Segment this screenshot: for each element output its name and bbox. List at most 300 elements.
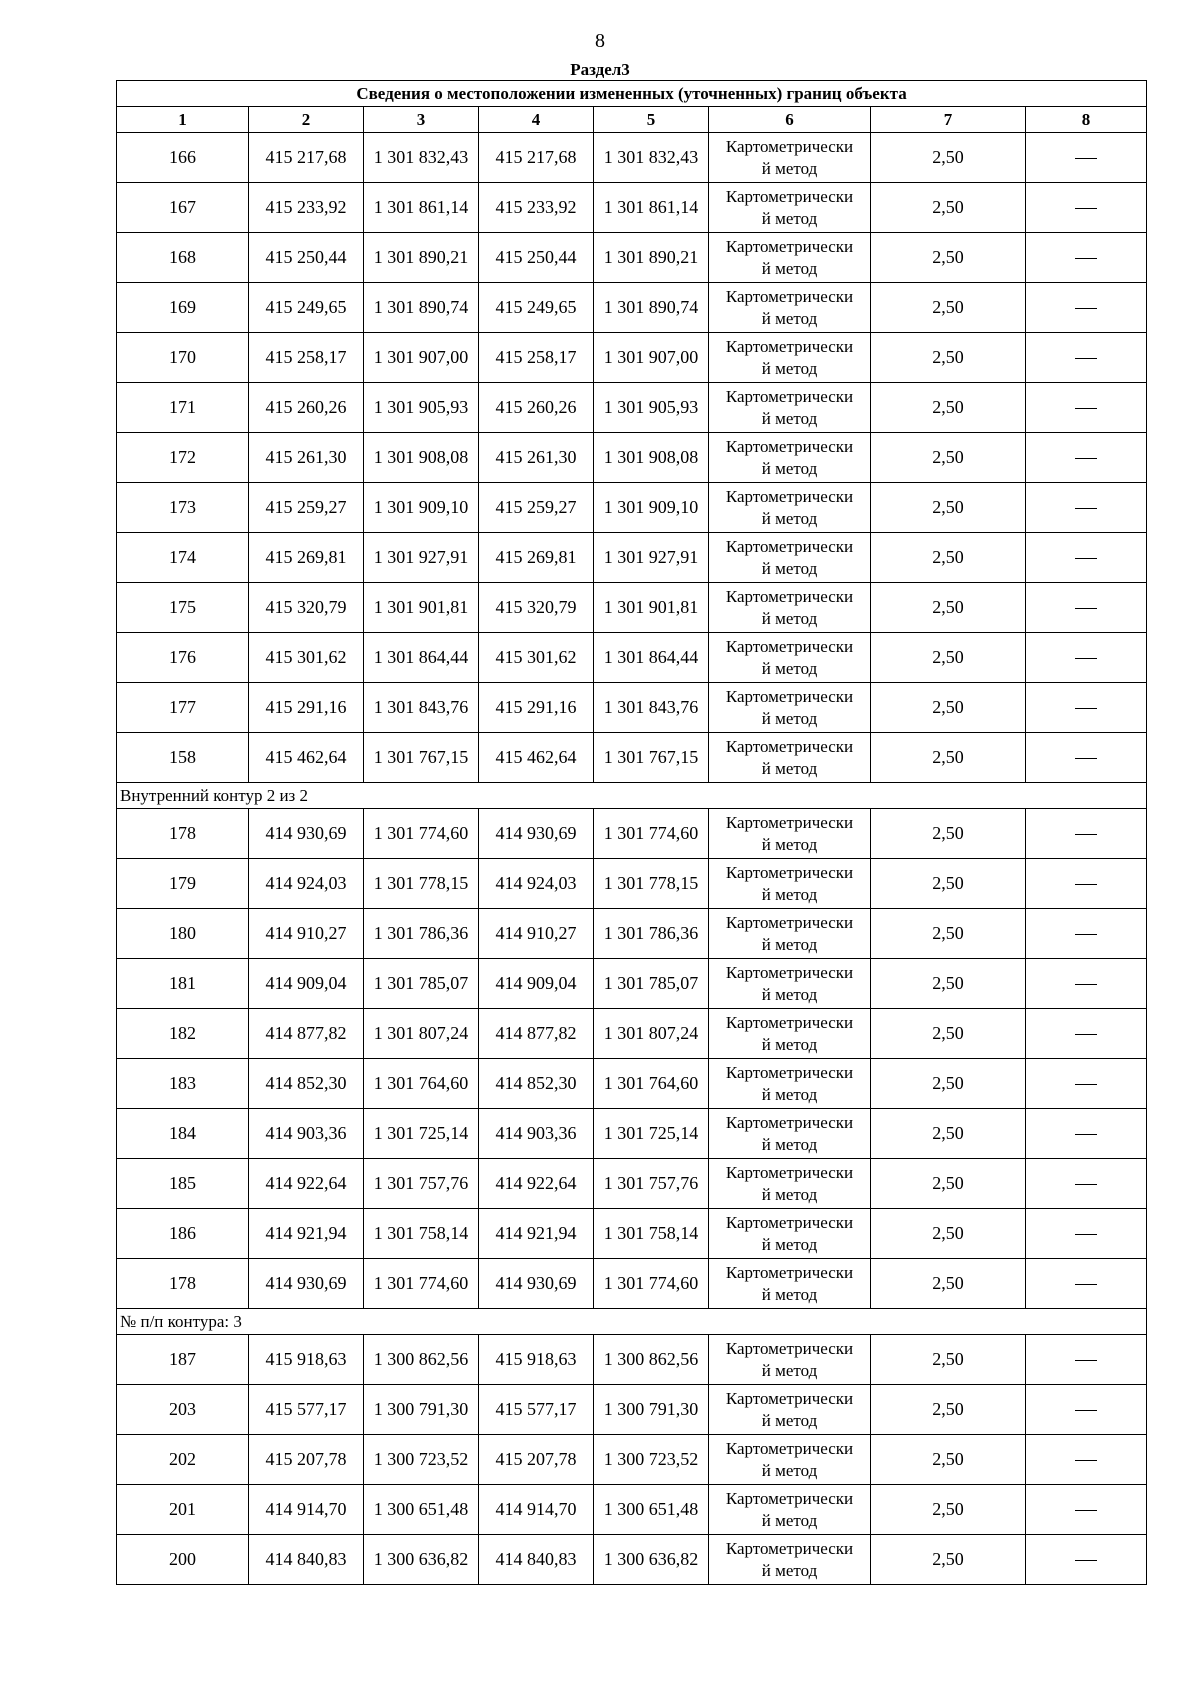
point-number: 180 bbox=[117, 909, 249, 959]
method-line-1: Картометрически bbox=[725, 386, 854, 406]
coord-y-existing: 1 301 843,76 bbox=[364, 683, 479, 733]
coord-y-new: 1 300 636,82 bbox=[594, 1535, 709, 1585]
empty-cell bbox=[1026, 233, 1147, 283]
coord-y-new: 1 301 757,76 bbox=[594, 1159, 709, 1209]
method-line-2: й метод bbox=[761, 158, 818, 178]
method-line-2: й метод bbox=[761, 508, 818, 528]
method-cell bbox=[709, 1259, 871, 1309]
method-line-2: й метод bbox=[761, 1284, 818, 1304]
empty-cell bbox=[1026, 1535, 1147, 1585]
coord-x-new: 415 250,44 bbox=[479, 233, 594, 283]
dash-mark bbox=[1075, 558, 1097, 559]
coord-x-existing: 414 910,27 bbox=[249, 909, 364, 959]
method-line-1: Картометрически bbox=[725, 436, 854, 456]
coord-x-existing: 414 840,83 bbox=[249, 1535, 364, 1585]
method-cell bbox=[709, 383, 871, 433]
coord-x-new: 414 914,70 bbox=[479, 1485, 594, 1535]
table-row bbox=[117, 383, 1147, 433]
method-line-1: Картометрически bbox=[725, 862, 854, 882]
point-number: 170 bbox=[117, 333, 249, 383]
coord-x-existing: 415 259,27 bbox=[249, 483, 364, 533]
coord-x-existing: 415 217,68 bbox=[249, 133, 364, 183]
coord-x-existing: 414 909,04 bbox=[249, 959, 364, 1009]
method-line-2: й метод bbox=[761, 1184, 818, 1204]
method-cell bbox=[709, 1159, 871, 1209]
coord-x-existing: 414 922,64 bbox=[249, 1159, 364, 1209]
accuracy-value: 2,50 bbox=[871, 583, 1026, 633]
table-row bbox=[117, 683, 1147, 733]
dash-mark bbox=[1075, 608, 1097, 609]
coord-y-new: 1 301 908,08 bbox=[594, 433, 709, 483]
table-row bbox=[117, 333, 1147, 383]
table-row bbox=[117, 1009, 1147, 1059]
coord-x-new: 415 577,17 bbox=[479, 1385, 594, 1435]
method-line-1: Картометрически bbox=[725, 1388, 854, 1408]
method-line-1: Картометрически bbox=[725, 1062, 854, 1082]
column-header: 6 bbox=[709, 107, 871, 133]
method-line-1: Картометрически bbox=[725, 1112, 854, 1132]
coord-x-new: 415 233,92 bbox=[479, 183, 594, 233]
coord-y-new: 1 301 890,21 bbox=[594, 233, 709, 283]
coord-x-existing: 415 301,62 bbox=[249, 633, 364, 683]
empty-cell bbox=[1026, 1059, 1147, 1109]
point-number: 178 bbox=[117, 809, 249, 859]
dash-mark bbox=[1075, 308, 1097, 309]
method-line-1: Картометрически bbox=[725, 962, 854, 982]
dash-mark bbox=[1075, 1560, 1097, 1561]
coord-x-new: 415 261,30 bbox=[479, 433, 594, 483]
coord-y-new: 1 301 832,43 bbox=[594, 133, 709, 183]
coord-x-existing: 414 877,82 bbox=[249, 1009, 364, 1059]
method-cell bbox=[709, 959, 871, 1009]
method-line-1: Картометрически bbox=[725, 1338, 854, 1358]
accuracy-value: 2,50 bbox=[871, 683, 1026, 733]
point-number: 200 bbox=[117, 1535, 249, 1585]
empty-cell bbox=[1026, 1259, 1147, 1309]
table-row bbox=[117, 633, 1147, 683]
method-line-1: Картометрически bbox=[725, 136, 854, 156]
coord-x-existing: 415 233,92 bbox=[249, 183, 364, 233]
method-cell bbox=[709, 1435, 871, 1485]
method-line-2: й метод bbox=[761, 1084, 818, 1104]
method-cell bbox=[709, 1209, 871, 1259]
point-number: 175 bbox=[117, 583, 249, 633]
coord-x-new: 415 291,16 bbox=[479, 683, 594, 733]
table-row bbox=[117, 1209, 1147, 1259]
column-header: 4 bbox=[479, 107, 594, 133]
method-line-2: й метод bbox=[761, 258, 818, 278]
accuracy-value: 2,50 bbox=[871, 533, 1026, 583]
dash-mark bbox=[1075, 1184, 1097, 1185]
empty-cell bbox=[1026, 133, 1147, 183]
dash-mark bbox=[1075, 1034, 1097, 1035]
table-row bbox=[117, 283, 1147, 333]
method-cell bbox=[709, 483, 871, 533]
coord-x-existing: 415 320,79 bbox=[249, 583, 364, 633]
accuracy-value: 2,50 bbox=[871, 633, 1026, 683]
empty-cell bbox=[1026, 1435, 1147, 1485]
empty-cell bbox=[1026, 333, 1147, 383]
table-row bbox=[117, 1535, 1147, 1585]
coord-y-new: 1 301 764,60 bbox=[594, 1059, 709, 1109]
accuracy-value: 2,50 bbox=[871, 483, 1026, 533]
empty-cell bbox=[1026, 1209, 1147, 1259]
table-row bbox=[117, 909, 1147, 959]
point-number: 182 bbox=[117, 1009, 249, 1059]
accuracy-value: 2,50 bbox=[871, 1485, 1026, 1535]
coord-y-new: 1 301 786,36 bbox=[594, 909, 709, 959]
method-cell bbox=[709, 333, 871, 383]
dash-mark bbox=[1075, 1410, 1097, 1411]
point-number: 172 bbox=[117, 433, 249, 483]
coord-x-new: 415 249,65 bbox=[479, 283, 594, 333]
point-number: 183 bbox=[117, 1059, 249, 1109]
coord-y-existing: 1 301 890,21 bbox=[364, 233, 479, 283]
dash-mark bbox=[1075, 508, 1097, 509]
accuracy-value: 2,50 bbox=[871, 283, 1026, 333]
coord-y-new: 1 301 843,76 bbox=[594, 683, 709, 733]
section-title: Раздел3 bbox=[570, 60, 630, 79]
point-number: 187 bbox=[117, 1335, 249, 1385]
column-header: 2 bbox=[249, 107, 364, 133]
point-number: 203 bbox=[117, 1385, 249, 1435]
coord-y-existing: 1 301 905,93 bbox=[364, 383, 479, 433]
section-row bbox=[117, 1309, 1147, 1335]
point-number: 167 bbox=[117, 183, 249, 233]
method-line-2: й метод bbox=[761, 608, 818, 628]
coord-x-existing: 415 462,64 bbox=[249, 733, 364, 783]
method-line-1: Картометрически bbox=[725, 912, 854, 932]
coord-y-existing: 1 301 778,15 bbox=[364, 859, 479, 909]
method-cell bbox=[709, 533, 871, 583]
coord-y-existing: 1 301 901,81 bbox=[364, 583, 479, 633]
coord-x-new: 414 903,36 bbox=[479, 1109, 594, 1159]
coord-x-existing: 414 903,36 bbox=[249, 1109, 364, 1159]
method-cell bbox=[709, 809, 871, 859]
method-line-2: й метод bbox=[761, 1034, 818, 1054]
coord-y-new: 1 301 778,15 bbox=[594, 859, 709, 909]
coord-x-new: 415 258,17 bbox=[479, 333, 594, 383]
coord-x-existing: 415 250,44 bbox=[249, 233, 364, 283]
coord-x-new: 414 877,82 bbox=[479, 1009, 594, 1059]
method-cell bbox=[709, 433, 871, 483]
method-line-2: й метод bbox=[761, 1510, 818, 1530]
coord-y-new: 1 301 767,15 bbox=[594, 733, 709, 783]
coord-x-existing: 414 930,69 bbox=[249, 809, 364, 859]
method-cell bbox=[709, 1009, 871, 1059]
method-line-1: Картометрически bbox=[725, 686, 854, 706]
method-cell bbox=[709, 183, 871, 233]
coord-y-new: 1 300 651,48 bbox=[594, 1485, 709, 1535]
method-line-1: Картометрически bbox=[725, 186, 854, 206]
coord-x-existing: 414 914,70 bbox=[249, 1485, 364, 1535]
empty-cell bbox=[1026, 1159, 1147, 1209]
accuracy-value: 2,50 bbox=[871, 1059, 1026, 1109]
dash-mark bbox=[1075, 834, 1097, 835]
method-line-1: Картометрически bbox=[725, 1212, 854, 1232]
dash-mark bbox=[1075, 758, 1097, 759]
method-line-2: й метод bbox=[761, 458, 818, 478]
method-line-2: й метод bbox=[761, 1234, 818, 1254]
empty-cell bbox=[1026, 683, 1147, 733]
coord-x-new: 415 259,27 bbox=[479, 483, 594, 533]
empty-cell bbox=[1026, 383, 1147, 433]
accuracy-value: 2,50 bbox=[871, 1259, 1026, 1309]
coord-x-existing: 414 852,30 bbox=[249, 1059, 364, 1109]
point-number: 186 bbox=[117, 1209, 249, 1259]
dash-mark bbox=[1075, 208, 1097, 209]
coord-x-new: 414 921,94 bbox=[479, 1209, 594, 1259]
coord-x-new: 415 260,26 bbox=[479, 383, 594, 433]
point-number: 158 bbox=[117, 733, 249, 783]
coord-y-existing: 1 301 864,44 bbox=[364, 633, 479, 683]
empty-cell bbox=[1026, 859, 1147, 909]
method-line-1: Картометрически bbox=[725, 536, 854, 556]
point-number: 181 bbox=[117, 959, 249, 1009]
point-number: 171 bbox=[117, 383, 249, 433]
coord-x-existing: 415 249,65 bbox=[249, 283, 364, 333]
method-cell bbox=[709, 633, 871, 683]
coord-y-existing: 1 301 786,36 bbox=[364, 909, 479, 959]
empty-cell bbox=[1026, 1485, 1147, 1535]
coord-y-existing: 1 301 774,60 bbox=[364, 1259, 479, 1309]
accuracy-value: 2,50 bbox=[871, 133, 1026, 183]
accuracy-value: 2,50 bbox=[871, 733, 1026, 783]
dash-mark bbox=[1075, 1084, 1097, 1085]
table-row bbox=[117, 583, 1147, 633]
empty-cell bbox=[1026, 583, 1147, 633]
empty-cell bbox=[1026, 1385, 1147, 1435]
coord-y-existing: 1 300 723,52 bbox=[364, 1435, 479, 1485]
method-line-2: й метод bbox=[761, 884, 818, 904]
table-row bbox=[117, 809, 1147, 859]
point-number: 184 bbox=[117, 1109, 249, 1159]
accuracy-value: 2,50 bbox=[871, 1209, 1026, 1259]
section-label: № п/п контура: 3 bbox=[117, 1309, 1147, 1335]
column-header: 1 bbox=[117, 107, 249, 133]
accuracy-value: 2,50 bbox=[871, 959, 1026, 1009]
coord-y-new: 1 301 785,07 bbox=[594, 959, 709, 1009]
table-row bbox=[117, 859, 1147, 909]
accuracy-value: 2,50 bbox=[871, 433, 1026, 483]
coord-x-new: 414 930,69 bbox=[479, 809, 594, 859]
table-row bbox=[117, 959, 1147, 1009]
coord-y-new: 1 301 907,00 bbox=[594, 333, 709, 383]
method-line-2: й метод bbox=[761, 834, 818, 854]
accuracy-value: 2,50 bbox=[871, 1009, 1026, 1059]
coord-y-existing: 1 301 927,91 bbox=[364, 533, 479, 583]
method-line-2: й метод bbox=[761, 208, 818, 228]
empty-cell bbox=[1026, 1109, 1147, 1159]
method-cell bbox=[709, 683, 871, 733]
table-row bbox=[117, 1485, 1147, 1535]
method-cell bbox=[709, 1535, 871, 1585]
accuracy-value: 2,50 bbox=[871, 1159, 1026, 1209]
table-row bbox=[117, 1109, 1147, 1159]
table-caption: Сведения о местоположении измененных (уточненных) границ объекта bbox=[117, 81, 1147, 107]
method-cell bbox=[709, 1059, 871, 1109]
coord-y-existing: 1 301 764,60 bbox=[364, 1059, 479, 1109]
section-row bbox=[117, 783, 1147, 809]
coord-y-existing: 1 301 758,14 bbox=[364, 1209, 479, 1259]
method-cell bbox=[709, 1485, 871, 1535]
empty-cell bbox=[1026, 909, 1147, 959]
method-cell bbox=[709, 283, 871, 333]
coord-y-new: 1 301 890,74 bbox=[594, 283, 709, 333]
accuracy-value: 2,50 bbox=[871, 859, 1026, 909]
method-cell bbox=[709, 583, 871, 633]
coord-y-existing: 1 301 725,14 bbox=[364, 1109, 479, 1159]
table-row bbox=[117, 1259, 1147, 1309]
coord-x-new: 414 910,27 bbox=[479, 909, 594, 959]
table-row bbox=[117, 433, 1147, 483]
method-line-1: Картометрически bbox=[725, 1488, 854, 1508]
table-row bbox=[117, 1435, 1147, 1485]
empty-cell bbox=[1026, 809, 1147, 859]
method-line-1: Картометрически bbox=[725, 236, 854, 256]
coord-x-new: 414 924,03 bbox=[479, 859, 594, 909]
empty-cell bbox=[1026, 733, 1147, 783]
coord-x-existing: 415 918,63 bbox=[249, 1335, 364, 1385]
dash-mark bbox=[1075, 158, 1097, 159]
coord-x-new: 415 207,78 bbox=[479, 1435, 594, 1485]
table-row bbox=[117, 133, 1147, 183]
column-header-row bbox=[117, 107, 1147, 133]
table-row bbox=[117, 183, 1147, 233]
method-line-2: й метод bbox=[761, 708, 818, 728]
point-number: 202 bbox=[117, 1435, 249, 1485]
coord-y-new: 1 301 774,60 bbox=[594, 809, 709, 859]
coord-y-new: 1 301 861,14 bbox=[594, 183, 709, 233]
method-line-2: й метод bbox=[761, 984, 818, 1004]
empty-cell bbox=[1026, 959, 1147, 1009]
method-cell bbox=[709, 859, 871, 909]
method-line-1: Картометрически bbox=[725, 812, 854, 832]
coord-x-existing: 415 207,78 bbox=[249, 1435, 364, 1485]
coord-x-existing: 415 577,17 bbox=[249, 1385, 364, 1435]
method-line-1: Картометрически bbox=[725, 1262, 854, 1282]
dash-mark bbox=[1075, 1510, 1097, 1511]
empty-cell bbox=[1026, 283, 1147, 333]
point-number: 177 bbox=[117, 683, 249, 733]
method-line-2: й метод bbox=[761, 308, 818, 328]
empty-cell bbox=[1026, 483, 1147, 533]
dash-mark bbox=[1075, 934, 1097, 935]
accuracy-value: 2,50 bbox=[871, 809, 1026, 859]
column-header: 8 bbox=[1026, 107, 1147, 133]
coord-x-existing: 414 930,69 bbox=[249, 1259, 364, 1309]
coord-x-new: 415 217,68 bbox=[479, 133, 594, 183]
point-number: 176 bbox=[117, 633, 249, 683]
accuracy-value: 2,50 bbox=[871, 383, 1026, 433]
coordinates-table bbox=[116, 80, 1147, 1585]
coord-x-existing: 415 260,26 bbox=[249, 383, 364, 433]
point-number: 166 bbox=[117, 133, 249, 183]
method-line-1: Картометрически bbox=[725, 1012, 854, 1032]
coord-y-existing: 1 301 774,60 bbox=[364, 809, 479, 859]
coord-x-existing: 415 258,17 bbox=[249, 333, 364, 383]
table-row bbox=[117, 1335, 1147, 1385]
coord-y-new: 1 300 723,52 bbox=[594, 1435, 709, 1485]
accuracy-value: 2,50 bbox=[871, 233, 1026, 283]
coord-x-new: 415 462,64 bbox=[479, 733, 594, 783]
table-body bbox=[117, 133, 1147, 1585]
dash-mark bbox=[1075, 884, 1097, 885]
table-row bbox=[117, 1059, 1147, 1109]
coord-x-new: 415 918,63 bbox=[479, 1335, 594, 1385]
empty-cell bbox=[1026, 433, 1147, 483]
empty-cell bbox=[1026, 533, 1147, 583]
dash-mark bbox=[1075, 1360, 1097, 1361]
point-number: 173 bbox=[117, 483, 249, 533]
coord-y-new: 1 301 909,10 bbox=[594, 483, 709, 533]
dash-mark bbox=[1075, 708, 1097, 709]
accuracy-value: 2,50 bbox=[871, 183, 1026, 233]
method-cell bbox=[709, 233, 871, 283]
coord-y-new: 1 301 901,81 bbox=[594, 583, 709, 633]
coord-y-new: 1 301 905,93 bbox=[594, 383, 709, 433]
method-line-2: й метод bbox=[761, 934, 818, 954]
method-line-2: й метод bbox=[761, 758, 818, 778]
accuracy-value: 2,50 bbox=[871, 909, 1026, 959]
coord-y-existing: 1 301 861,14 bbox=[364, 183, 479, 233]
column-header: 3 bbox=[364, 107, 479, 133]
method-line-1: Картометрически bbox=[725, 486, 854, 506]
method-line-2: й метод bbox=[761, 1560, 818, 1580]
method-cell bbox=[709, 733, 871, 783]
coord-y-existing: 1 301 785,07 bbox=[364, 959, 479, 1009]
page-number: 8 bbox=[595, 30, 605, 52]
method-cell bbox=[709, 133, 871, 183]
coord-y-new: 1 301 864,44 bbox=[594, 633, 709, 683]
point-number: 179 bbox=[117, 859, 249, 909]
coord-x-new: 414 909,04 bbox=[479, 959, 594, 1009]
coord-y-existing: 1 300 862,56 bbox=[364, 1335, 479, 1385]
coord-x-existing: 415 291,16 bbox=[249, 683, 364, 733]
point-number: 174 bbox=[117, 533, 249, 583]
method-line-1: Картометрически bbox=[725, 1162, 854, 1182]
coord-y-existing: 1 301 832,43 bbox=[364, 133, 479, 183]
method-line-1: Картометрически bbox=[725, 636, 854, 656]
point-number: 185 bbox=[117, 1159, 249, 1209]
point-number: 169 bbox=[117, 283, 249, 333]
dash-mark bbox=[1075, 984, 1097, 985]
point-number: 178 bbox=[117, 1259, 249, 1309]
coord-y-new: 1 301 774,60 bbox=[594, 1259, 709, 1309]
table-row bbox=[117, 233, 1147, 283]
method-line-1: Картометрически bbox=[725, 336, 854, 356]
method-line-1: Картометрически bbox=[725, 1438, 854, 1458]
coord-y-existing: 1 301 908,08 bbox=[364, 433, 479, 483]
coord-y-existing: 1 300 651,48 bbox=[364, 1485, 479, 1535]
coord-x-new: 415 301,62 bbox=[479, 633, 594, 683]
accuracy-value: 2,50 bbox=[871, 1535, 1026, 1585]
coord-x-new: 414 930,69 bbox=[479, 1259, 594, 1309]
coord-y-new: 1 301 807,24 bbox=[594, 1009, 709, 1059]
method-line-1: Картометрически bbox=[725, 1538, 854, 1558]
method-line-2: й метод bbox=[761, 408, 818, 428]
method-line-2: й метод bbox=[761, 358, 818, 378]
coord-y-existing: 1 300 791,30 bbox=[364, 1385, 479, 1435]
empty-cell bbox=[1026, 183, 1147, 233]
method-cell bbox=[709, 1335, 871, 1385]
method-line-2: й метод bbox=[761, 1360, 818, 1380]
method-line-2: й метод bbox=[761, 1410, 818, 1430]
method-line-2: й метод bbox=[761, 658, 818, 678]
coord-x-existing: 415 269,81 bbox=[249, 533, 364, 583]
coord-x-new: 414 922,64 bbox=[479, 1159, 594, 1209]
accuracy-value: 2,50 bbox=[871, 1435, 1026, 1485]
